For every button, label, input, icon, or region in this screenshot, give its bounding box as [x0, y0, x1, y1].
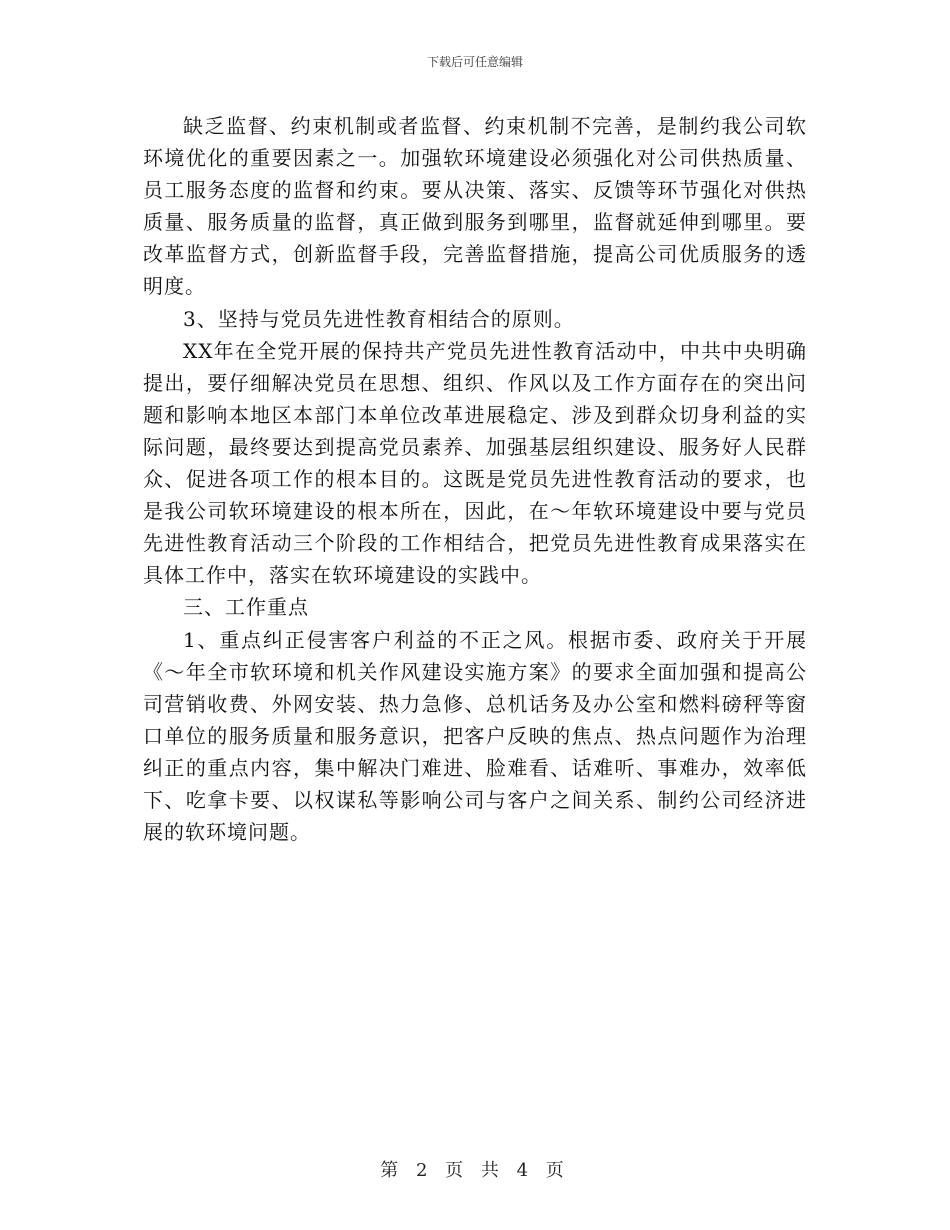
page-number: 第 2 页 共 4 页 [380, 1160, 570, 1181]
document-body [143, 110, 807, 848]
paragraph-supervision: 缺乏监督、约束机制或者监督、约束机制不完善，是制约我公司软环境优化的重要因素之一。加强软环境建设必须强化对公司供热质量、员工服务态度的监督和约束。要从决策、落实、反馈等环节强化对供热质量、服务质量的监督，真正做到服务到哪里，监督就延伸到哪里。要改革监督方式，创新监督手段，完善监督措施，提高公司优质服务的透明度。 [143, 114, 807, 299]
section-heading-work-focus: 三、工作重点 [183, 595, 309, 620]
page-header: 下载后可任意编辑 [426, 55, 523, 69]
paragraph-party-education: XX年在全党开展的保持共产党员先进性教育活动中，中共中央明确提出，要仔细解决党员在思想、组织、作风以及工作方面存在的突出问题和影响本地区本部门本单位改革进展稳定、涉及到群众切身利益的实际问题，最终要达到提高党员素养、加强基层组织建设、服务好人民群众、促进各项工作的根本目的。这既是党员先进性教育活动的要求，也是我公司软环境建设的根本所在，因此，在～年软环境建设中要与党员先进性教育活动三个阶段的工作相结合，把党员先进性教育成果落实在具体工作中，落实在软环境建设的实践中。 [143, 338, 807, 588]
paragraph-correct-malpractice: 1、重点纠正侵害客户利益的不正之风。根据市委、政府关于开展《～年全市软环境和机关作风建设实施方案》的要求全面加强和提高公司营销收费、外网安装、热力急修、总机话务及办公室和燃料磅秤等窗口单位的服务质量和服务意识，把客户反映的焦点、热点问题作为治理纠正的重点内容，集中解决门难进、脸难看、话难听、事难办，效率低下、吃拿卡要、以权谋私等影响公司与客户之间关系、制约公司经济进展的软环境问题。 [143, 627, 807, 845]
paragraph-principle-heading: 3、坚持与党员先进性教育相结合的原则。 [183, 306, 575, 331]
